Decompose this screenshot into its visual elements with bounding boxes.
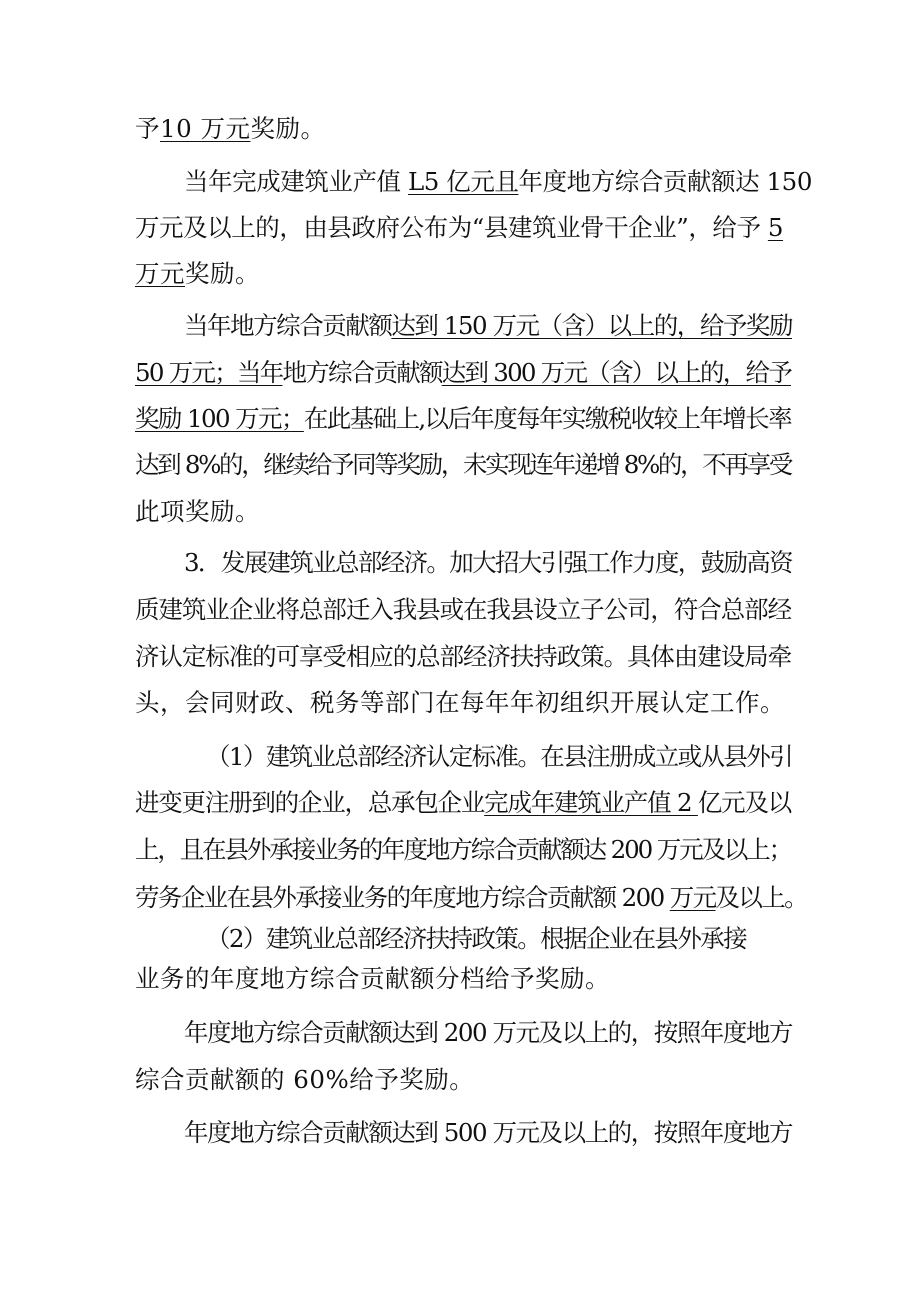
underlined-text: 奖励 100 万元； <box>135 404 304 433</box>
underlined-text: 万元 <box>669 883 716 912</box>
text-segment: 此项奖励。 <box>135 497 260 526</box>
text-segment: 当年完成建筑业产值 <box>184 167 408 196</box>
text-line <box>206 922 746 956</box>
underlined-text: L5 亿元且 <box>407 167 519 196</box>
underlined-text: 5 <box>767 213 784 242</box>
text-line <box>206 740 792 774</box>
text-segment: 质建筑业企业将总部迁入我县或在我县设立子公司，符合总部经 <box>135 595 791 624</box>
text-segment: 年度地方综合贡献额达到 500 万元及以上的，按照年度地方 <box>184 1118 792 1147</box>
text-line <box>135 448 791 482</box>
text-line <box>135 686 785 720</box>
text-line <box>184 165 812 199</box>
text-segment: 亿元及以 <box>697 788 792 817</box>
text-line <box>135 402 791 436</box>
text-segment: 奖励。 <box>185 259 260 288</box>
text-segment: 在此基础上,以后年度每年实缴税收较上年增长率 <box>303 404 791 433</box>
text-segment: 头，会同财政、税务等部门在每年年初组织开展认定工作。 <box>135 688 785 717</box>
text-line <box>135 495 260 529</box>
text-segment: 上，且在县外承接业务的年度地方综合贡献额达 200 万元及以上； <box>135 835 791 864</box>
text-line <box>135 356 791 390</box>
text-line <box>135 881 807 915</box>
text-line <box>135 593 791 627</box>
text-segment: 及以上。 <box>715 883 808 912</box>
text-segment: 济认定标准的可享受相应的总部经济扶持政策。具体由建设局牵 <box>135 642 791 671</box>
underlined-text: 万元 <box>135 259 185 288</box>
text-segment: 当年地方综合贡献额 <box>184 311 392 340</box>
underlined-text: 50 万元；当年 <box>135 358 283 387</box>
text-line <box>184 1116 792 1150</box>
text-line <box>135 1063 474 1097</box>
text-line <box>135 962 610 996</box>
text-segment: 地方综合贡献额 <box>282 358 442 387</box>
text-line <box>135 211 783 245</box>
text-line <box>135 257 260 291</box>
text-segment: 年度地方综合贡献额达 150 <box>518 167 812 196</box>
underlined-text: 达到 150 万元（含）以上的，给予奖励 <box>391 311 792 340</box>
text-segment: 予 <box>135 114 160 143</box>
text-segment: 进变更注册到的企业，总承包企业 <box>135 788 485 817</box>
text-line <box>135 786 791 820</box>
underlined-text: 10 万元 <box>160 114 251 143</box>
underlined-text: 完成年建筑业产值 2 <box>484 788 698 817</box>
text-line <box>184 1016 792 1050</box>
text-segment: （2）建筑业总部经济扶持政策。根据企业在县外承接 <box>206 924 746 953</box>
text-segment: 万元及以上的，由县政府公布为“县建筑业骨干企业”，给予 <box>135 213 768 242</box>
text-line <box>184 546 792 580</box>
text-line <box>135 640 791 674</box>
text-segment: 劳务企业在县外承接业务的年度地方综合贡献额 200 <box>135 883 670 912</box>
text-line <box>184 309 792 343</box>
text-segment: 年度地方综合贡献额达到 200 万元及以上的，按照年度地方 <box>184 1018 792 1047</box>
text-segment: 奖励。 <box>250 114 326 143</box>
text-segment: （1）建筑业总部经济认定标准。在县注册成立或从县外引 <box>206 742 792 771</box>
text-segment: 业务的年度地方综合贡献额分档给予奖励。 <box>135 964 610 993</box>
text-segment: 综合贡献额的 60%给予奖励。 <box>135 1065 475 1094</box>
text-line <box>135 833 791 867</box>
text-segment: 达到 8%的，继续给予同等奖励，未实现连年递增 8%的，不再享受 <box>135 450 791 479</box>
underlined-text: 达到 300 万元（含）以上的，给予 <box>441 358 792 387</box>
text-segment: 3．发展建筑业总部经济。加大招大引强工作力度，鼓励高资 <box>184 548 792 577</box>
text-line <box>135 112 325 146</box>
